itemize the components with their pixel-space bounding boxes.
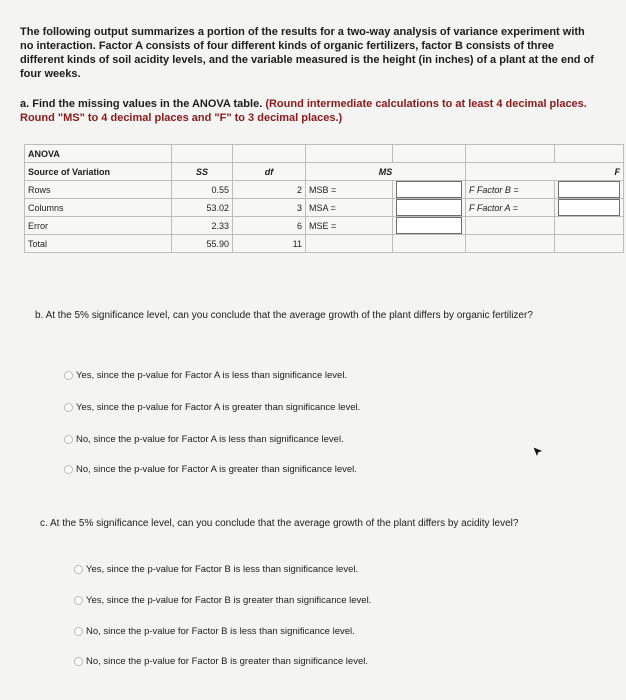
option-label: No, since the p-value for Factor B is greater than significance level. [86,656,368,667]
msb-input[interactable] [396,181,462,198]
anova-table [24,144,624,253]
row-df: 6 [233,217,306,235]
row-source: Columns [25,199,172,217]
radio-button-icon[interactable] [64,371,73,380]
option-c1[interactable] [74,564,358,575]
row-source: Error [25,217,172,235]
part-a-prefix: a. Find the missing values in the ANOVA table. [20,98,266,110]
option-label: No, since the p-value for Factor A is less than significance level. [76,434,344,445]
table-row [25,235,624,253]
header-f: F [466,163,624,181]
part-b-question: b. At the 5% significance level, can you conclude that the average growth of the plant differs by organic fertilizer? [35,310,533,321]
radio-button-icon[interactable] [74,596,83,605]
msa-input[interactable] [396,199,462,216]
part-a-question [20,97,600,125]
row-df: 2 [233,181,306,199]
option-b3[interactable] [64,434,344,445]
option-c4[interactable] [74,656,368,667]
mouse-cursor-icon [531,445,545,459]
f-factor-b-input[interactable] [558,181,620,198]
row-df: 11 [233,235,306,253]
row-ss: 2.33 [172,217,233,235]
radio-button-icon[interactable] [74,565,83,574]
option-label: No, since the p-value for Factor B is less than significance level. [86,626,355,637]
ms-label: MSB = [306,181,393,199]
option-c3[interactable] [74,626,355,637]
option-c2[interactable] [74,595,371,606]
f-factor-a-input[interactable] [558,199,620,216]
table-row [25,217,624,235]
row-df: 3 [233,199,306,217]
part-c-question: c. At the 5% significance level, can you conclude that the average growth of the plant differs by acidity level? [40,518,519,529]
option-b2[interactable] [64,402,360,413]
radio-button-icon[interactable] [64,403,73,412]
problem-intro: The following output summarizes a portion of the results for a two-way analysis of variance experiment with no interaction. Factor A consists of four different kinds of organic fertilizers, factor B consists of three different kinds of soil acidity levels, and the variable measured is the height (in inches) of a plant at the end of four weeks. [20,26,594,80]
mse-input[interactable] [396,217,462,234]
option-label: Yes, since the p-value for Factor A is greater than significance level. [76,402,361,413]
row-ss: 55.90 [172,235,233,253]
option-label: Yes, since the p-value for Factor B is less than significance level. [86,564,359,575]
radio-button-icon[interactable] [64,465,73,474]
header-df: df [233,163,306,181]
table-row [25,181,624,199]
ms-label: MSA = [306,199,393,217]
radio-button-icon[interactable] [64,435,73,444]
row-source: Rows [25,181,172,199]
radio-button-icon[interactable] [74,627,83,636]
option-label: Yes, since the p-value for Factor A is less than significance level. [76,370,348,381]
option-label: Yes, since the p-value for Factor B is greater than significance level. [86,595,372,606]
option-b1[interactable] [64,370,347,381]
radio-button-icon[interactable] [74,657,83,666]
option-b4[interactable] [64,464,357,475]
table-row [25,199,624,217]
header-ss: SS [172,163,233,181]
f-label: F Factor B = [466,181,555,199]
ms-label: MSE = [306,217,393,235]
f-label: F Factor A = [466,199,555,217]
header-ms: MS [306,163,466,181]
anova-title: ANOVA [25,145,172,163]
row-ss: 0.55 [172,181,233,199]
option-label: No, since the p-value for Factor A is greater than significance level. [76,464,357,475]
row-source: Total [25,235,172,253]
row-ss: 53.02 [172,199,233,217]
header-source: Source of Variation [25,163,172,181]
part-a-instructions: (Round intermediate calculations to at least 4 decimal places. Round "MS" to 4 decimal places and "F" to 3 decimal places.) [20,98,587,124]
